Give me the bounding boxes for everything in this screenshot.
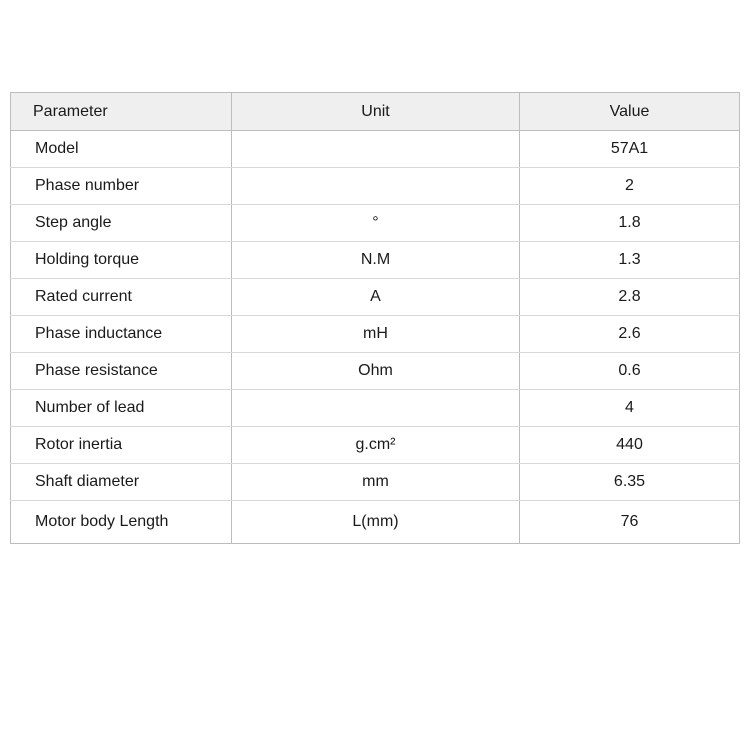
table-row	[11, 279, 740, 316]
cell-unit: A	[232, 279, 520, 316]
cell-unit: mm	[232, 464, 520, 501]
cell-value: 2	[520, 168, 740, 205]
cell-parameter: Phase number	[11, 168, 232, 205]
table-header	[11, 93, 740, 131]
cell-parameter: Phase resistance	[11, 353, 232, 390]
table-row	[11, 316, 740, 353]
cell-parameter: Motor body Length	[11, 501, 232, 544]
cell-unit: mH	[232, 316, 520, 353]
cell-parameter: Model	[11, 131, 232, 168]
cell-parameter: Number of lead	[11, 390, 232, 427]
table-body	[11, 131, 740, 544]
cell-unit: Ohm	[232, 353, 520, 390]
cell-parameter: Phase inductance	[11, 316, 232, 353]
table-row	[11, 464, 740, 501]
table-row	[11, 205, 740, 242]
table-row	[11, 168, 740, 205]
header-unit: Unit	[232, 93, 520, 131]
cell-value: 2.6	[520, 316, 740, 353]
motor-spec-table	[10, 92, 740, 544]
cell-value: 76	[520, 501, 740, 544]
table-row	[11, 131, 740, 168]
cell-unit	[232, 390, 520, 427]
header-value: Value	[520, 93, 740, 131]
table-row	[11, 390, 740, 427]
cell-value: 440	[520, 427, 740, 464]
cell-parameter: Holding torque	[11, 242, 232, 279]
cell-unit: g.cm²	[232, 427, 520, 464]
table-row	[11, 242, 740, 279]
cell-value: 0.6	[520, 353, 740, 390]
table-row	[11, 427, 740, 464]
header-parameter: Parameter	[11, 93, 232, 131]
cell-value: 2.8	[520, 279, 740, 316]
cell-value: 4	[520, 390, 740, 427]
table-row	[11, 501, 740, 544]
cell-unit	[232, 168, 520, 205]
cell-value: 6.35	[520, 464, 740, 501]
cell-parameter: Rated current	[11, 279, 232, 316]
cell-value: 1.3	[520, 242, 740, 279]
cell-unit: °	[232, 205, 520, 242]
cell-unit: L(mm)	[232, 501, 520, 544]
cell-value: 1.8	[520, 205, 740, 242]
cell-parameter: Shaft diameter	[11, 464, 232, 501]
cell-parameter: Step angle	[11, 205, 232, 242]
cell-parameter: Rotor inertia	[11, 427, 232, 464]
cell-unit	[232, 131, 520, 168]
table-header-row	[11, 93, 740, 131]
cell-value: 57A1	[520, 131, 740, 168]
table-row	[11, 353, 740, 390]
cell-unit: N.M	[232, 242, 520, 279]
